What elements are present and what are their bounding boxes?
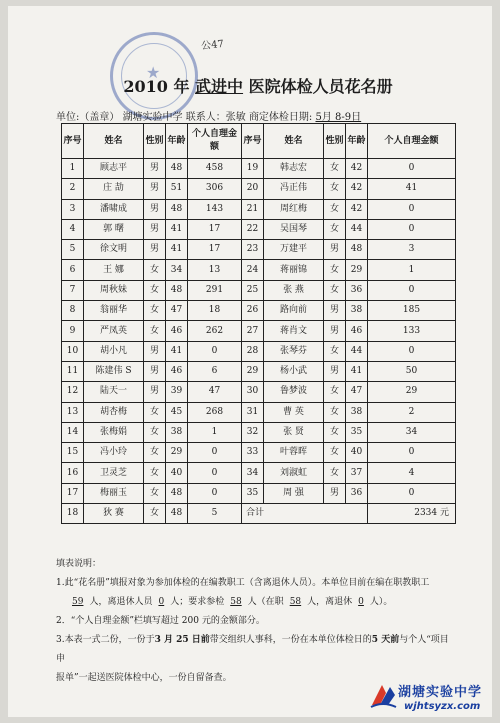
page-title (78, 74, 438, 97)
notes-heading: 填表说明： (56, 559, 102, 569)
cell-name: 周 强 (264, 483, 324, 503)
cell-no: 27 (242, 321, 264, 341)
cell-no: 20 (242, 179, 264, 199)
cell-amount: 0 (368, 341, 456, 361)
contact-person: 联系人：张敏 (185, 112, 246, 123)
cell-name: 鲁梦波 (264, 382, 324, 402)
table-row (62, 321, 456, 341)
cell-no: 35 (242, 483, 264, 503)
cell-no: 4 (62, 219, 84, 239)
date-label: 商定体检日期: (248, 112, 313, 123)
cell-name: 蒋肖文 (264, 321, 324, 341)
cell-age: 42 (346, 199, 368, 219)
cell-gender: 女 (144, 443, 166, 463)
cell-amount: 0 (368, 199, 456, 219)
instructions (56, 555, 456, 688)
cell-amount: 17 (188, 240, 242, 260)
cell-no: 24 (242, 260, 264, 280)
cell-amount: 50 (368, 361, 456, 381)
cell-no: 11 (62, 361, 84, 381)
cell-age: 41 (166, 341, 188, 361)
cell-gender: 女 (324, 260, 346, 280)
cell-no: 9 (62, 321, 84, 341)
cell-age: 51 (166, 179, 188, 199)
deadline-date: 3 月 25 日前 (154, 635, 210, 645)
cell-age: 38 (346, 301, 368, 321)
cell-gender: 男 (144, 240, 166, 260)
cell-age: 48 (166, 159, 188, 179)
cell-gender: 女 (144, 483, 166, 503)
table-row (62, 260, 456, 280)
header-row (62, 124, 456, 159)
cell-age: 35 (346, 422, 368, 442)
cell-age: 44 (346, 219, 368, 239)
note-text: 带交组织人事科，一份在本单位体检日的 (209, 635, 372, 645)
title-suffix: 医院体检人员花名册 (243, 77, 393, 96)
cell-gender: 女 (324, 382, 346, 402)
cell-gender: 男 (324, 240, 346, 260)
cell-gender: 女 (324, 402, 346, 422)
cell-no: 32 (242, 422, 264, 442)
table-row (62, 382, 456, 402)
cell-amount: 2 (368, 402, 456, 422)
cell-name: 陈建伟 S (84, 361, 144, 381)
cell-amount: 0 (368, 443, 456, 463)
cell-name: 郭 曙 (84, 219, 144, 239)
cell-gender: 女 (144, 301, 166, 321)
cell-name: 周秋妹 (84, 280, 144, 300)
cell-amount: 133 (368, 321, 456, 341)
cell-age: 40 (346, 443, 368, 463)
cell-name: 吴国琴 (264, 219, 324, 239)
table-row (62, 443, 456, 463)
header-amount: 个人自理金额 (368, 124, 456, 159)
date-value: 5月 8-9日 (315, 112, 362, 123)
table-row (62, 159, 456, 179)
cell-gender: 男 (144, 361, 166, 381)
cell-gender: 男 (144, 199, 166, 219)
cell-no: 28 (242, 341, 264, 361)
cell-gender: 女 (324, 463, 346, 483)
cell-no: 12 (62, 382, 84, 402)
cell-amount: 1 (368, 260, 456, 280)
cell-gender: 女 (324, 179, 346, 199)
cell-age: 46 (166, 321, 188, 341)
cell-age: 42 (346, 159, 368, 179)
unit-info-line (56, 108, 476, 123)
cell-amount: 5 (188, 504, 242, 524)
note-3 (56, 631, 456, 669)
note-text: 人，离退休人员 (89, 597, 153, 607)
cell-name: 潘啸成 (84, 199, 144, 219)
cell-amount: 6 (188, 361, 242, 381)
cell-no: 7 (62, 280, 84, 300)
table-row (62, 301, 456, 321)
note-1: 1.此“花名册”填报对象为参加体检的在编教职工（含离退休人员）。本单位目前在编在职教职工 (56, 578, 430, 588)
cell-amount: 1 (188, 422, 242, 442)
cell-age: 29 (166, 443, 188, 463)
cell-gender: 男 (324, 361, 346, 381)
cell-name: 胡杏梅 (84, 402, 144, 422)
cell-no: 33 (242, 443, 264, 463)
cell-age: 39 (166, 382, 188, 402)
cell-gender: 女 (144, 422, 166, 442)
cell-gender: 女 (324, 199, 346, 219)
table-row (62, 179, 456, 199)
cell-no: 31 (242, 402, 264, 422)
cell-amount: 268 (188, 402, 242, 422)
header-age: 年龄 (166, 124, 188, 159)
cell-name: 张 燕 (264, 280, 324, 300)
cell-name: 张 贤 (264, 422, 324, 442)
cell-amount: 185 (368, 301, 456, 321)
cell-no: 34 (242, 463, 264, 483)
table-row (62, 240, 456, 260)
cell-age: 41 (346, 361, 368, 381)
cell-amount: 34 (368, 422, 456, 442)
cell-no: 19 (242, 159, 264, 179)
school-logo (368, 675, 492, 719)
cell-name: 曹 英 (264, 402, 324, 422)
count-retired-examined: 0 (358, 597, 364, 607)
cell-amount: 306 (188, 179, 242, 199)
cell-name: 陆天一 (84, 382, 144, 402)
cell-name: 杨小武 (264, 361, 324, 381)
cell-age: 38 (166, 422, 188, 442)
cell-no: 23 (242, 240, 264, 260)
cell-no: 17 (62, 483, 84, 503)
cell-name: 万建平 (264, 240, 324, 260)
cell-gender: 女 (324, 280, 346, 300)
cell-name: 张琴芬 (264, 341, 324, 361)
cell-age: 45 (166, 402, 188, 422)
cell-age: 36 (346, 483, 368, 503)
roster-body (62, 159, 456, 524)
cell-gender: 女 (144, 402, 166, 422)
table-row (62, 463, 456, 483)
cell-no: 18 (62, 504, 84, 524)
header-no: 序号 (62, 124, 84, 159)
count-employed: 58 (289, 597, 302, 607)
cell-no: 21 (242, 199, 264, 219)
cell-name: 翁丽华 (84, 301, 144, 321)
header-gender: 性别 (144, 124, 166, 159)
cell-no: 5 (62, 240, 84, 260)
cell-no: 8 (62, 301, 84, 321)
cell-amount: 0 (368, 159, 456, 179)
header-gender: 性别 (324, 124, 346, 159)
note-3-cont: 报单”一起送医院体检中心，一份自留备查。 (56, 673, 232, 683)
cell-gender: 女 (324, 341, 346, 361)
cell-amount: 0 (368, 280, 456, 300)
cell-name: 叶蓉晖 (264, 443, 324, 463)
cell-amount: 0 (188, 341, 242, 361)
document-page (8, 6, 492, 717)
cell-gender: 男 (144, 179, 166, 199)
cell-name: 梅丽玉 (84, 483, 144, 503)
cell-amount: 0 (188, 443, 242, 463)
cell-amount: 0 (188, 483, 242, 503)
note-text: 人，离退休 (307, 597, 353, 607)
cell-amount: 18 (188, 301, 242, 321)
cell-age: 48 (166, 280, 188, 300)
cell-gender: 女 (324, 443, 346, 463)
logo-url: wjhtsyzx.com (404, 701, 481, 712)
cell-amount: 0 (368, 219, 456, 239)
total-value: 2334 元 (368, 504, 456, 524)
note-text: 人）。 (369, 597, 393, 607)
title-district: 武进中 (195, 77, 244, 96)
cell-name: 庄 劼 (84, 179, 144, 199)
count-staff: 59 (72, 597, 84, 607)
cell-age: 29 (346, 260, 368, 280)
header-amount: 个人自理金额 (188, 124, 242, 159)
cell-age: 48 (166, 483, 188, 503)
cell-age: 46 (166, 361, 188, 381)
table-row (62, 422, 456, 442)
table-row (62, 483, 456, 503)
cell-name: 严凤英 (84, 321, 144, 341)
cell-gender: 男 (144, 219, 166, 239)
cell-name: 周红梅 (264, 199, 324, 219)
cell-amount: 41 (368, 179, 456, 199)
cell-gender: 女 (144, 321, 166, 341)
note-1-counts (56, 593, 456, 612)
cell-amount: 4 (368, 463, 456, 483)
logo-emblem-icon (368, 679, 398, 711)
cell-no: 30 (242, 382, 264, 402)
cell-name: 张梅娟 (84, 422, 144, 442)
cell-no: 15 (62, 443, 84, 463)
header-name: 姓名 (84, 124, 144, 159)
cell-name: 冯正伟 (264, 179, 324, 199)
table-row (62, 341, 456, 361)
cell-age: 38 (346, 402, 368, 422)
cell-amount: 13 (188, 260, 242, 280)
cell-age: 48 (166, 199, 188, 219)
cell-amount: 291 (188, 280, 242, 300)
cell-amount: 29 (368, 382, 456, 402)
cell-name: 狄 赛 (84, 504, 144, 524)
count-examined: 58 (230, 597, 242, 607)
note-2: 2．“个人自理金额”栏填写超过 200 元的金额部分。 (56, 616, 265, 626)
cell-gender: 男 (324, 301, 346, 321)
cell-name: 路向前 (264, 301, 324, 321)
handwritten-note: 公47 (200, 38, 225, 53)
cell-age: 41 (166, 240, 188, 260)
cell-gender: 男 (324, 321, 346, 341)
cell-no: 26 (242, 301, 264, 321)
cell-age: 42 (346, 179, 368, 199)
table-row (62, 402, 456, 422)
table-row (62, 199, 456, 219)
cell-gender: 女 (324, 159, 346, 179)
cell-name: 徐文明 (84, 240, 144, 260)
cell-name: 顾志平 (84, 159, 144, 179)
cell-amount: 3 (368, 240, 456, 260)
cell-no: 22 (242, 219, 264, 239)
cell-amount: 262 (188, 321, 242, 341)
cell-age: 48 (346, 240, 368, 260)
cell-no: 25 (242, 280, 264, 300)
cell-name: 刘淑虹 (264, 463, 324, 483)
unit-name: 湖塘实验中学 (122, 112, 183, 123)
total-label: 合计 (242, 504, 368, 524)
cell-no: 3 (62, 199, 84, 219)
logo-school-name: 湖塘实验中学 (398, 685, 483, 700)
cell-amount: 47 (188, 382, 242, 402)
cell-age: 37 (346, 463, 368, 483)
cell-gender: 女 (324, 422, 346, 442)
roster-table (61, 123, 456, 524)
cell-gender: 男 (144, 341, 166, 361)
cell-no: 2 (62, 179, 84, 199)
cell-age: 44 (346, 341, 368, 361)
cell-gender: 女 (144, 504, 166, 524)
cell-age: 41 (166, 219, 188, 239)
cell-name: 蒋丽锦 (264, 260, 324, 280)
cell-name: 王 娜 (84, 260, 144, 280)
unit-label: 单位:（盖章） (56, 112, 120, 123)
cell-age: 36 (346, 280, 368, 300)
count-retired: 0 (158, 597, 165, 607)
table-row (62, 219, 456, 239)
cell-no: 6 (62, 260, 84, 280)
header-age: 年龄 (346, 124, 368, 159)
note-text: 人；要求参检 (170, 597, 225, 607)
cell-name: 胡小凡 (84, 341, 144, 361)
cell-no: 1 (62, 159, 84, 179)
table-row (62, 280, 456, 300)
cell-gender: 女 (144, 260, 166, 280)
cell-amount: 458 (188, 159, 242, 179)
note-text: 与个人“项目申 (56, 635, 449, 664)
cell-no: 14 (62, 422, 84, 442)
cell-no: 13 (62, 402, 84, 422)
cell-gender: 女 (144, 463, 166, 483)
note-text: 人（在职 (247, 597, 284, 607)
cell-amount: 0 (188, 463, 242, 483)
cell-name: 韩志宏 (264, 159, 324, 179)
cell-amount: 17 (188, 219, 242, 239)
table-row (62, 361, 456, 381)
table-row (62, 504, 456, 524)
header-name: 姓名 (264, 124, 324, 159)
cell-age: 47 (166, 301, 188, 321)
header-no: 序号 (242, 124, 264, 159)
cell-age: 47 (346, 382, 368, 402)
note-text: 3.本表一式二份，一份于 (56, 635, 155, 645)
cell-age: 34 (166, 260, 188, 280)
cell-no: 10 (62, 341, 84, 361)
cell-gender: 女 (324, 219, 346, 239)
cell-name: 冯小玲 (84, 443, 144, 463)
cell-age: 40 (166, 463, 188, 483)
cell-gender: 男 (324, 483, 346, 503)
cell-no: 16 (62, 463, 84, 483)
cell-no: 29 (242, 361, 264, 381)
seal-star-icon: ★ (146, 63, 161, 82)
cell-amount: 0 (368, 483, 456, 503)
cell-gender: 男 (144, 159, 166, 179)
title-prefix: 2010 年 (123, 77, 196, 96)
cell-gender: 男 (144, 382, 166, 402)
deadline-days: 5 天前 (371, 635, 400, 645)
cell-amount: 143 (188, 199, 242, 219)
cell-age: 46 (346, 321, 368, 341)
cell-name: 卫灵芝 (84, 463, 144, 483)
cell-age: 48 (166, 504, 188, 524)
cell-gender: 女 (144, 280, 166, 300)
